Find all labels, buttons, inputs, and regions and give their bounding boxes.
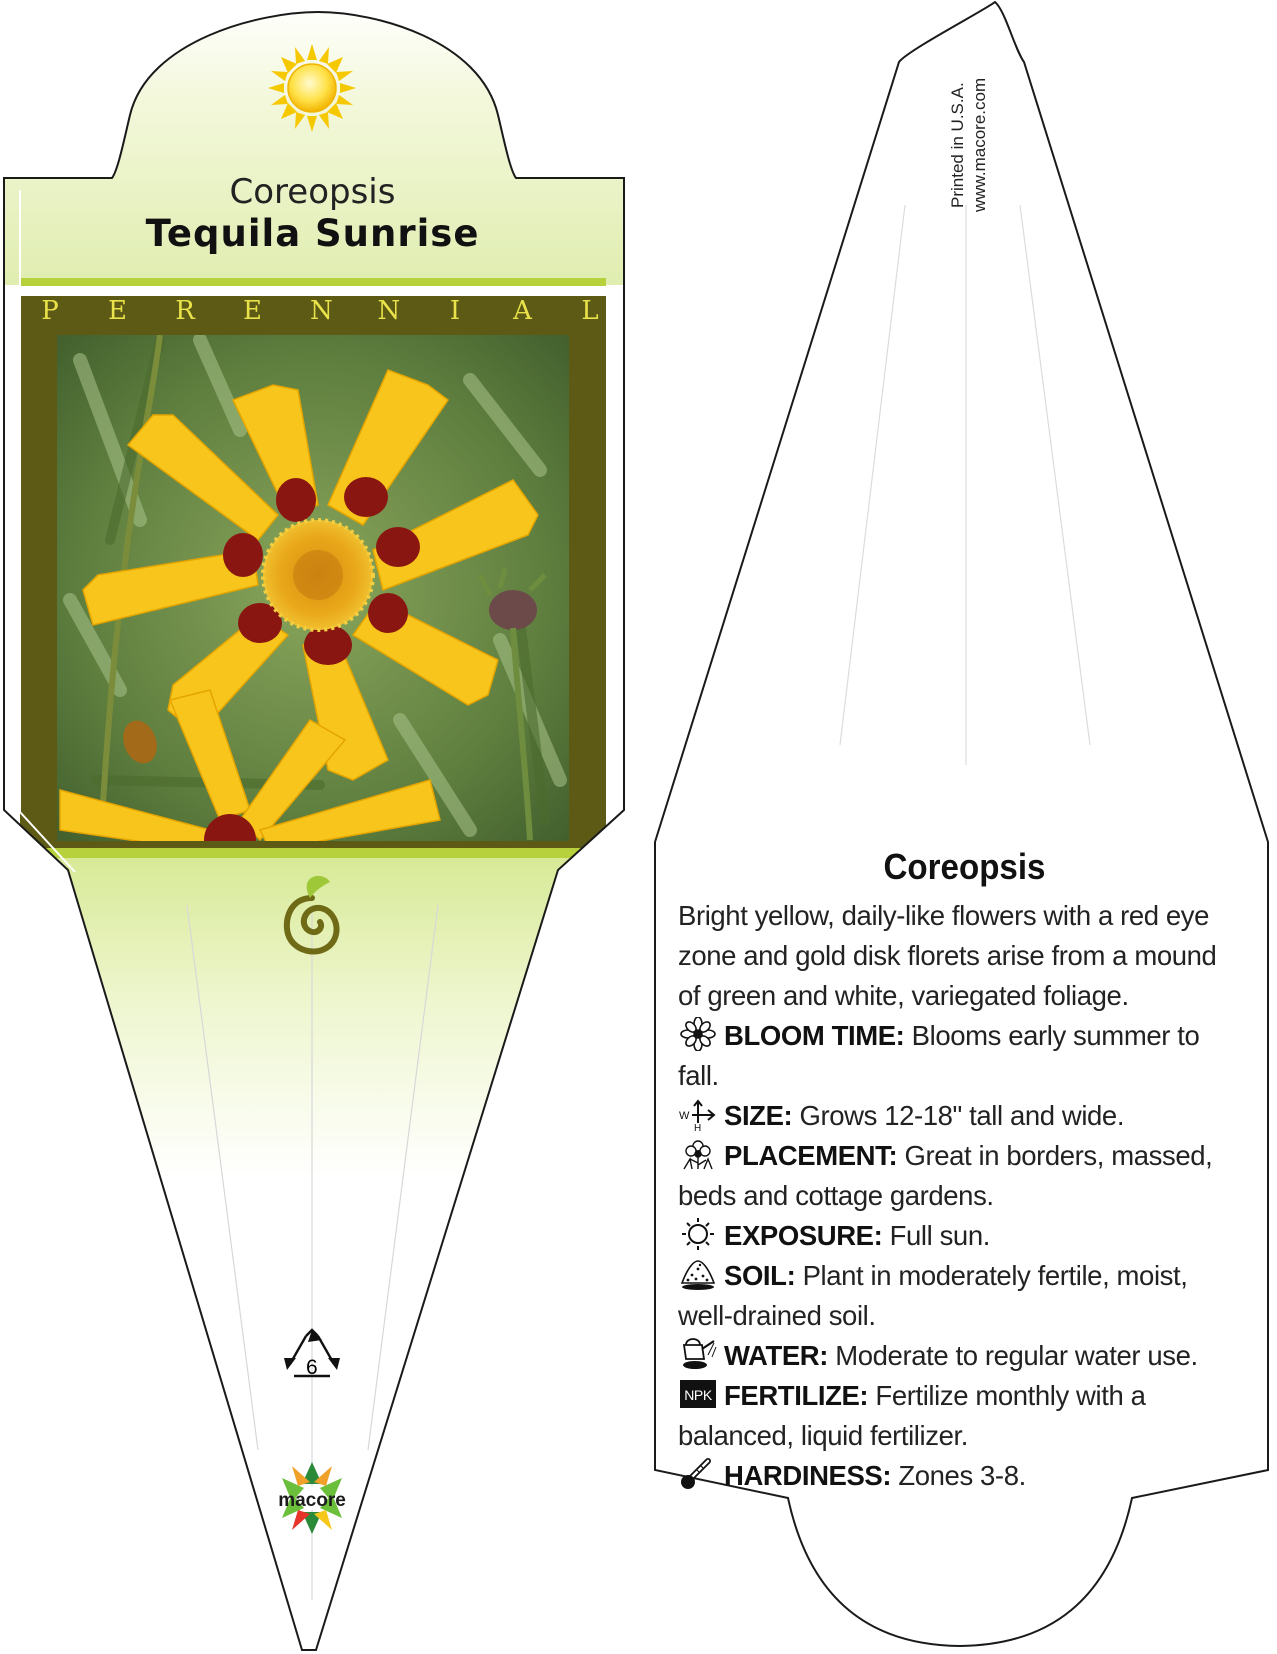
category-letter: R xyxy=(175,296,195,326)
description: Bright yellow, daily-like flowers with a red eye zone and gold disk florets arise from a mound of green and white, variegated foliage. xyxy=(678,900,1217,1011)
size-height-letter: H xyxy=(694,1123,701,1131)
back-title: Coreopsis xyxy=(883,846,1046,887)
care-label: PLACEMENT: xyxy=(724,1140,898,1171)
care-text: Plant in moderately fertile, moist, well-drained soil. xyxy=(678,1260,1188,1331)
care-text: Zones 3-8. xyxy=(891,1460,1026,1491)
care-text: Great in borders, massed, beds and cottage gardens. xyxy=(678,1140,1213,1211)
flower-photo xyxy=(57,335,569,866)
care-bloom-time xyxy=(678,1016,1238,1096)
care-text: Grows 12-18" tall and wide. xyxy=(792,1100,1125,1131)
website-url: www.macore.com xyxy=(970,77,989,212)
plant-genus: Coreopsis xyxy=(229,172,396,212)
care-soil xyxy=(678,1256,1238,1336)
care-text: Moderate to regular water use. xyxy=(828,1340,1198,1371)
size-width-letter: W xyxy=(679,1110,689,1122)
recycle-code: 6 xyxy=(306,1356,318,1379)
category-label xyxy=(40,296,600,326)
printed-info xyxy=(948,48,989,218)
category-letter: E xyxy=(243,296,262,326)
care-size xyxy=(678,1096,1238,1136)
care-label: WATER: xyxy=(724,1340,829,1371)
care-label: SOIL: xyxy=(724,1260,796,1291)
care-label: EXPOSURE: xyxy=(724,1220,883,1251)
care-exposure xyxy=(678,1216,1238,1256)
category-letter: A xyxy=(513,296,532,326)
thermometer-icon xyxy=(678,1457,718,1491)
care-placement xyxy=(678,1136,1238,1216)
category-letter: P xyxy=(41,296,59,326)
watering-can-icon xyxy=(678,1337,718,1371)
npk-text: NPK xyxy=(684,1387,712,1403)
placement-plants-icon xyxy=(678,1137,718,1171)
printed-location: Printed in U.S.A. xyxy=(948,82,967,208)
soil-pile-icon xyxy=(678,1257,718,1291)
care-text: Fertilize monthly with a balanced, liquid fertilizer. xyxy=(678,1380,1146,1451)
npk-icon xyxy=(678,1377,718,1411)
category-letter: N xyxy=(310,296,333,326)
sun-icon xyxy=(678,1217,718,1251)
care-text: Full sun. xyxy=(882,1220,990,1251)
brand-logo-text: macore xyxy=(278,1490,346,1511)
care-label: BLOOM TIME: xyxy=(724,1020,905,1051)
care-text: Blooms early summer to fall. xyxy=(678,1020,1200,1091)
sun-icon xyxy=(268,44,356,132)
size-arrows-icon xyxy=(678,1097,718,1131)
category-letter: I xyxy=(449,296,461,326)
care-label: SIZE: xyxy=(724,1100,793,1131)
care-hardiness xyxy=(678,1456,1238,1496)
flower-icon xyxy=(678,1017,718,1051)
care-info xyxy=(678,896,1238,1496)
care-label: FERTILIZE: xyxy=(724,1380,869,1411)
category-letter: N xyxy=(377,296,401,326)
category-letter: E xyxy=(108,296,127,326)
care-label: HARDINESS: xyxy=(724,1460,892,1491)
category-letter: L xyxy=(581,296,599,326)
care-water xyxy=(678,1336,1238,1376)
care-fertilize xyxy=(678,1376,1238,1456)
plant-variety: Tequila Sunrise xyxy=(145,212,480,255)
